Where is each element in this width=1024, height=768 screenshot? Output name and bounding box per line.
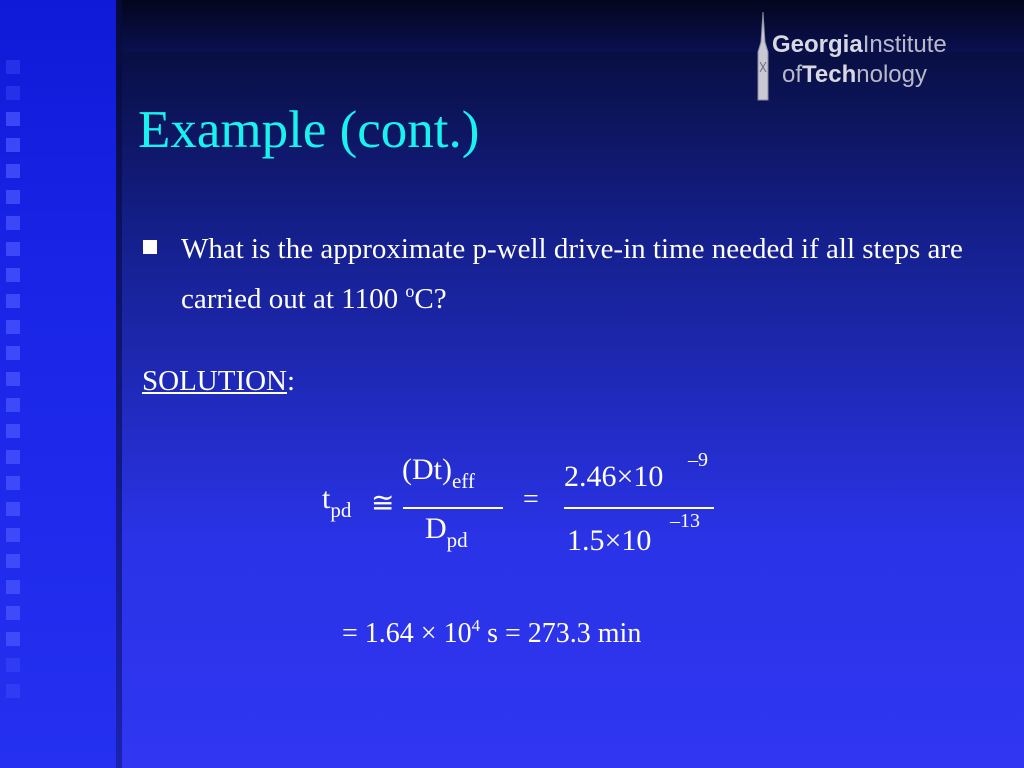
logo-nology: nology bbox=[856, 61, 927, 88]
decorative-square bbox=[6, 502, 20, 516]
decorative-square bbox=[6, 346, 20, 360]
decorative-square bbox=[6, 60, 20, 74]
solution-heading bbox=[142, 365, 295, 398]
left-decorative-strip bbox=[0, 0, 122, 768]
decorative-square bbox=[6, 164, 20, 178]
logo-tech: Tech bbox=[802, 61, 857, 88]
decorative-square bbox=[6, 606, 20, 620]
decorative-square bbox=[6, 268, 20, 282]
decorative-square bbox=[6, 684, 20, 698]
eq-numerator-dt-eff bbox=[402, 453, 475, 494]
logo-georgia: Georgia bbox=[772, 31, 863, 58]
eq-result-exponent: 4 bbox=[471, 616, 481, 635]
eq-result-suffix: s = 273.3 min bbox=[480, 618, 642, 649]
decorative-square bbox=[6, 580, 20, 594]
decorative-square bbox=[6, 320, 20, 334]
eq-fraction-bar-1 bbox=[403, 507, 503, 509]
eq-equals-sign: = bbox=[523, 484, 539, 515]
tower-icon bbox=[752, 12, 774, 102]
eq-result bbox=[342, 616, 641, 650]
decorative-square bbox=[6, 242, 20, 256]
solution-label: SOLUTION bbox=[142, 365, 287, 397]
decorative-square bbox=[6, 190, 20, 204]
decorative-square bbox=[6, 450, 20, 464]
decorative-square bbox=[6, 86, 20, 100]
eq-numerator-value bbox=[564, 449, 708, 494]
eq-den2-base: 1.5×10 bbox=[567, 524, 652, 557]
eq-t-subscript: pd bbox=[330, 498, 352, 522]
eq-num2-base: 2.46×10 bbox=[564, 460, 664, 493]
eq-numerator: (Dt) bbox=[402, 453, 452, 486]
logo-of: of bbox=[782, 61, 803, 88]
logo-wordmark bbox=[772, 30, 947, 90]
bullet-text bbox=[181, 228, 971, 320]
decorative-square bbox=[6, 398, 20, 412]
decorative-square bbox=[6, 372, 20, 386]
decorative-square bbox=[6, 658, 20, 672]
decorative-square bbox=[6, 632, 20, 646]
eq-result-prefix: = 1.64 × 10 bbox=[342, 618, 472, 649]
eq-fraction-bar-2 bbox=[564, 507, 714, 509]
eq-denominator-value bbox=[567, 510, 700, 558]
bullet-text-end: C? bbox=[414, 283, 447, 315]
georgia-tech-logo bbox=[752, 12, 1014, 104]
solution-colon: : bbox=[287, 365, 296, 397]
eq-den2-exponent: –13 bbox=[670, 510, 700, 532]
bullet-text-main: What is the approximate p-well drive-in time needed if all steps are carried out at 1100 bbox=[181, 233, 963, 315]
slide-title: Example (cont.) bbox=[138, 101, 480, 159]
eq-denominator: D bbox=[425, 512, 447, 545]
eq-approx-sign: ≅ bbox=[371, 488, 395, 519]
bullet-square-icon bbox=[143, 240, 157, 254]
decorative-squares bbox=[6, 60, 30, 710]
decorative-square bbox=[6, 476, 20, 490]
decorative-square bbox=[6, 294, 20, 308]
eq-denominator-d-pd bbox=[425, 512, 468, 553]
decorative-square bbox=[6, 424, 20, 438]
decorative-square bbox=[6, 138, 20, 152]
logo-line-1 bbox=[772, 30, 947, 60]
eq-numerator-subscript: eff bbox=[451, 469, 475, 493]
decorative-square bbox=[6, 112, 20, 126]
eq-num2-exponent: –9 bbox=[688, 449, 708, 471]
eq-t: t bbox=[322, 482, 331, 515]
eq-t-pd bbox=[322, 482, 351, 523]
logo-institute: Institute bbox=[862, 31, 947, 58]
decorative-square bbox=[6, 216, 20, 230]
degree-superscript: o bbox=[405, 281, 415, 301]
decorative-square bbox=[6, 528, 20, 542]
decorative-square bbox=[6, 554, 20, 568]
eq-denominator-subscript: pd bbox=[446, 528, 468, 552]
logo-line-2 bbox=[772, 60, 947, 90]
